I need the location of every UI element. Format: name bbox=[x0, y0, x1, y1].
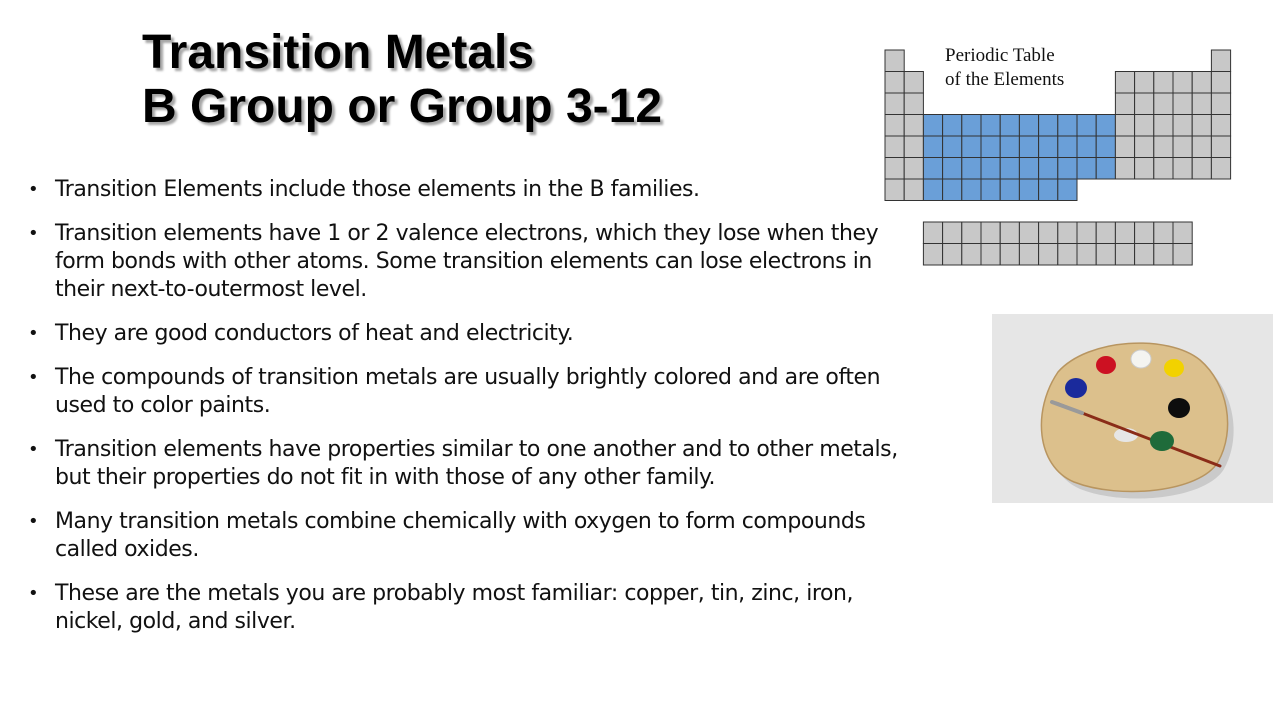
element-cell bbox=[904, 93, 923, 115]
element-cell bbox=[1192, 115, 1211, 137]
transition-element-cell bbox=[1058, 115, 1077, 137]
paint-blob-yellow bbox=[1164, 359, 1184, 377]
inner-transition-cell bbox=[1115, 222, 1134, 244]
element-cell bbox=[1211, 158, 1230, 180]
element-cell bbox=[904, 179, 923, 201]
paint-blob-green bbox=[1150, 431, 1174, 451]
bullet-text: Many transition metals combine chemically with oxygen to form compounds called oxides. bbox=[55, 509, 866, 562]
transition-element-cell bbox=[923, 136, 942, 158]
element-cell bbox=[1211, 72, 1230, 94]
element-cell bbox=[1173, 158, 1192, 180]
element-cell bbox=[1211, 93, 1230, 115]
inner-transition-cell bbox=[1077, 244, 1096, 266]
inner-transition-cell bbox=[943, 244, 962, 266]
element-cell bbox=[885, 136, 904, 158]
inner-transition-cell bbox=[1039, 222, 1058, 244]
transition-element-cell bbox=[962, 136, 981, 158]
element-cell bbox=[1211, 136, 1230, 158]
paint-blob-black bbox=[1168, 398, 1190, 418]
transition-element-cell bbox=[1039, 158, 1058, 180]
transition-element-cell bbox=[962, 179, 981, 201]
transition-element-cell bbox=[1039, 136, 1058, 158]
transition-element-cell bbox=[1058, 136, 1077, 158]
transition-element-cell bbox=[923, 115, 942, 137]
transition-element-cell bbox=[1096, 158, 1115, 180]
bullet-text: They are good conductors of heat and electricity. bbox=[55, 321, 574, 346]
inner-transition-cell bbox=[1019, 222, 1038, 244]
bullet-text: Transition elements have properties similar to one another and to other metals, but their properties do not fit in with those of any other family. bbox=[55, 437, 898, 490]
element-cell bbox=[1154, 158, 1173, 180]
transition-element-cell bbox=[1077, 115, 1096, 137]
element-cell bbox=[1154, 115, 1173, 137]
slide-title bbox=[142, 26, 662, 134]
element-cell bbox=[904, 72, 923, 94]
element-cell bbox=[904, 115, 923, 137]
element-cell bbox=[1192, 72, 1211, 94]
element-cell bbox=[1135, 115, 1154, 137]
paint-blob-blue bbox=[1065, 378, 1087, 398]
element-cell bbox=[885, 50, 904, 72]
paint-blob-red bbox=[1096, 356, 1116, 374]
transition-element-cell bbox=[981, 115, 1000, 137]
element-cell bbox=[1192, 158, 1211, 180]
inner-transition-cell bbox=[1000, 222, 1019, 244]
transition-element-cell bbox=[1039, 179, 1058, 201]
title-line-2: B Group or Group 3-12 bbox=[142, 80, 663, 133]
periodic-table-label-line-2: of the Elements bbox=[945, 69, 1065, 90]
bullet-item bbox=[28, 220, 898, 304]
element-cell bbox=[1135, 93, 1154, 115]
element-cell bbox=[1135, 158, 1154, 180]
element-cell bbox=[1135, 136, 1154, 158]
element-cell bbox=[904, 158, 923, 180]
bullet-item bbox=[28, 364, 898, 420]
element-cell bbox=[1115, 72, 1134, 94]
transition-element-cell bbox=[943, 179, 962, 201]
element-cell bbox=[904, 136, 923, 158]
transition-element-cell bbox=[1019, 136, 1038, 158]
inner-transition-cell bbox=[962, 222, 981, 244]
transition-element-cell bbox=[1077, 158, 1096, 180]
element-cell bbox=[1211, 50, 1230, 72]
transition-element-cell bbox=[1039, 115, 1058, 137]
transition-element-cell bbox=[962, 158, 981, 180]
inner-transition-cell bbox=[1039, 244, 1058, 266]
transition-element-cell bbox=[1000, 136, 1019, 158]
element-cell bbox=[1173, 136, 1192, 158]
element-cell bbox=[885, 115, 904, 137]
transition-element-cell bbox=[1096, 136, 1115, 158]
periodic-table-figure bbox=[882, 46, 1232, 268]
bullet-dot: • bbox=[28, 223, 39, 244]
inner-transition-cell bbox=[1096, 222, 1115, 244]
inner-transition-cell bbox=[1135, 222, 1154, 244]
bullet-dot: • bbox=[28, 179, 39, 200]
periodic-table-label-line-1: Periodic Table bbox=[945, 45, 1055, 66]
paint-palette-illustration bbox=[992, 314, 1273, 503]
transition-element-cell bbox=[943, 136, 962, 158]
inner-transition-cell bbox=[1173, 244, 1192, 266]
bullet-text: The compounds of transition metals are usually brightly colored and are often used to color paints. bbox=[55, 365, 881, 418]
paint-palette-image bbox=[992, 314, 1273, 503]
transition-element-cell bbox=[943, 158, 962, 180]
element-cell bbox=[1115, 136, 1134, 158]
element-cell bbox=[885, 93, 904, 115]
transition-element-cell bbox=[1096, 115, 1115, 137]
bullet-text: Transition Elements include those elements in the B families. bbox=[55, 177, 700, 202]
element-cell bbox=[1192, 93, 1211, 115]
element-cell bbox=[885, 179, 904, 201]
inner-transition-cell bbox=[923, 222, 942, 244]
transition-element-cell bbox=[981, 158, 1000, 180]
inner-transition-cell bbox=[1019, 244, 1038, 266]
element-cell bbox=[1211, 115, 1230, 137]
inner-transition-cell bbox=[1058, 222, 1077, 244]
element-cell bbox=[1135, 72, 1154, 94]
inner-transition-cell bbox=[981, 244, 1000, 266]
bullet-dot: • bbox=[28, 367, 39, 388]
inner-transition-cell bbox=[1058, 244, 1077, 266]
bullet-text: Transition elements have 1 or 2 valence electrons, which they lose when they form bonds with other atoms. Some transition elements can lose electrons in their next-to-outermost level. bbox=[55, 221, 879, 302]
bullet-item bbox=[28, 176, 898, 204]
element-cell bbox=[1173, 93, 1192, 115]
title-line-1: Transition Metals bbox=[142, 26, 535, 79]
element-cell bbox=[1173, 72, 1192, 94]
element-cell bbox=[885, 72, 904, 94]
transition-element-cell bbox=[981, 179, 1000, 201]
inner-transition-cell bbox=[943, 222, 962, 244]
element-cell bbox=[1192, 136, 1211, 158]
inner-transition-cell bbox=[1000, 244, 1019, 266]
transition-element-cell bbox=[1019, 115, 1038, 137]
element-cell bbox=[885, 158, 904, 180]
element-cell bbox=[1115, 115, 1134, 137]
element-cell bbox=[1115, 158, 1134, 180]
inner-transition-cell bbox=[962, 244, 981, 266]
element-cell bbox=[1173, 115, 1192, 137]
transition-element-cell bbox=[1077, 136, 1096, 158]
inner-transition-cell bbox=[1173, 222, 1192, 244]
element-cell bbox=[1154, 136, 1173, 158]
bullet-dot: • bbox=[28, 511, 39, 532]
periodic-table-label bbox=[945, 44, 1064, 92]
element-cell bbox=[1115, 93, 1134, 115]
bullet-dot: • bbox=[28, 323, 39, 344]
transition-element-cell bbox=[1000, 158, 1019, 180]
transition-element-cell bbox=[943, 115, 962, 137]
inner-transition-cell bbox=[1135, 244, 1154, 266]
paint-blob-white bbox=[1131, 350, 1151, 368]
element-cell bbox=[1154, 72, 1173, 94]
transition-element-cell bbox=[1000, 179, 1019, 201]
bullet-dot: • bbox=[28, 439, 39, 460]
transition-element-cell bbox=[981, 136, 1000, 158]
bullet-item bbox=[28, 436, 898, 492]
transition-element-cell bbox=[1058, 179, 1077, 201]
transition-element-cell bbox=[1058, 158, 1077, 180]
inner-transition-cell bbox=[1096, 244, 1115, 266]
inner-transition-cell bbox=[923, 244, 942, 266]
bullet-dot: • bbox=[28, 583, 39, 604]
inner-transition-cell bbox=[1154, 222, 1173, 244]
bullet-text: These are the metals you are probably most familiar: copper, tin, zinc, iron, nickel, gold, and silver. bbox=[55, 581, 854, 634]
transition-element-cell bbox=[1000, 115, 1019, 137]
bullet-list bbox=[28, 176, 898, 652]
transition-element-cell bbox=[923, 179, 942, 201]
transition-element-cell bbox=[923, 158, 942, 180]
inner-transition-cell bbox=[1115, 244, 1134, 266]
transition-element-cell bbox=[1019, 179, 1038, 201]
bullet-item bbox=[28, 580, 898, 636]
transition-element-cell bbox=[1019, 158, 1038, 180]
bullet-item bbox=[28, 508, 898, 564]
inner-transition-cell bbox=[1154, 244, 1173, 266]
inner-transition-cell bbox=[1077, 222, 1096, 244]
transition-element-cell bbox=[962, 115, 981, 137]
element-cell bbox=[1154, 93, 1173, 115]
inner-transition-cell bbox=[981, 222, 1000, 244]
bullet-item bbox=[28, 320, 898, 348]
